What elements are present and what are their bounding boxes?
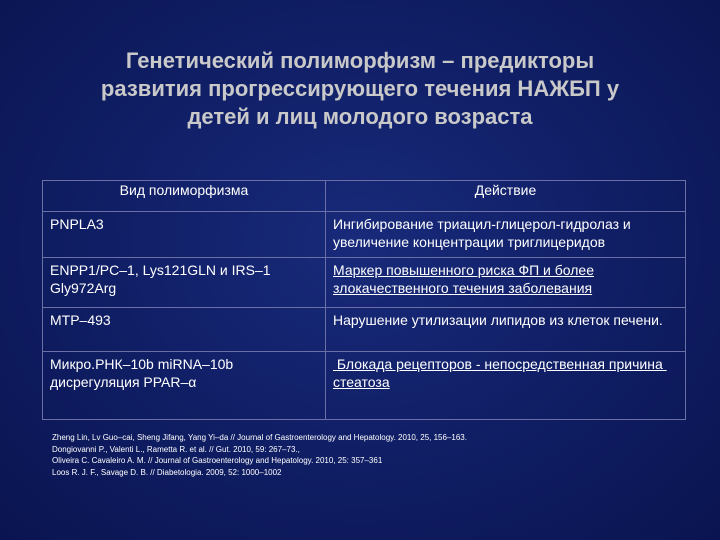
title-line-2: развития прогрессирующего течения НАЖБП у <box>100 76 620 101</box>
table-row <box>43 352 686 420</box>
action-cell-link[interactable]: Блокада рецепторов - непосредственная причина стеатоза <box>326 352 686 420</box>
column-header-action: Действие <box>326 181 686 212</box>
action-cell: Ингибирование триацил-глицерол-гидролаз и увеличение концентрации триглицеридов <box>326 212 686 258</box>
table-row <box>43 212 686 258</box>
polymorphism-cell: Микро.РНК–10b miRNA–10b дисрегуляция PPAR–α <box>43 352 326 420</box>
action-cell: Нарушение утилизации липидов из клеток печени. <box>326 308 686 352</box>
polymorphism-cell: MTP–493 <box>43 308 326 352</box>
table-row <box>43 308 686 352</box>
reference-item: Oliveira C. Cavaleiro A. M. // Journal of Gastroenterology and Hepatology. 2010, 25: 357–361 <box>52 456 383 465</box>
reference-item: Zheng Lin, Lv Guo–cai, Sheng Jifang, Yang Yi–da // Journal of Gastroenterology and Hepatology. 2010, 25, 156–163. <box>52 433 467 442</box>
references-list <box>52 432 692 478</box>
reference-item: Dongiovanni P., Valenti L., Rametta R. et al. // Gut. 2010, 59: 267–73., <box>52 444 300 454</box>
column-header-polymorphism: Вид полиморфизма <box>43 181 326 212</box>
polymorphism-cell: PNPLA3 <box>43 212 326 258</box>
title-line-3: детей и лиц молодого возраста <box>187 104 533 129</box>
table-row <box>43 258 686 308</box>
polymorphism-cell: ENPP1/PC–1, Lys121GLN и IRS–1 Gly972Arg <box>43 258 326 308</box>
polymorphism-table <box>42 180 686 420</box>
slide-title <box>40 47 680 131</box>
table-header-row <box>43 181 686 212</box>
action-cell-link[interactable]: Маркер повышенного риска ФП и более злокачественного течения заболевания <box>326 258 686 308</box>
title-line-1: Генетический полиморфизм – предикторы <box>125 48 595 73</box>
reference-item: Loos R. J. F., Savage D. B. // Diabetologia. 2009, 52: 1000–1002 <box>52 467 282 477</box>
